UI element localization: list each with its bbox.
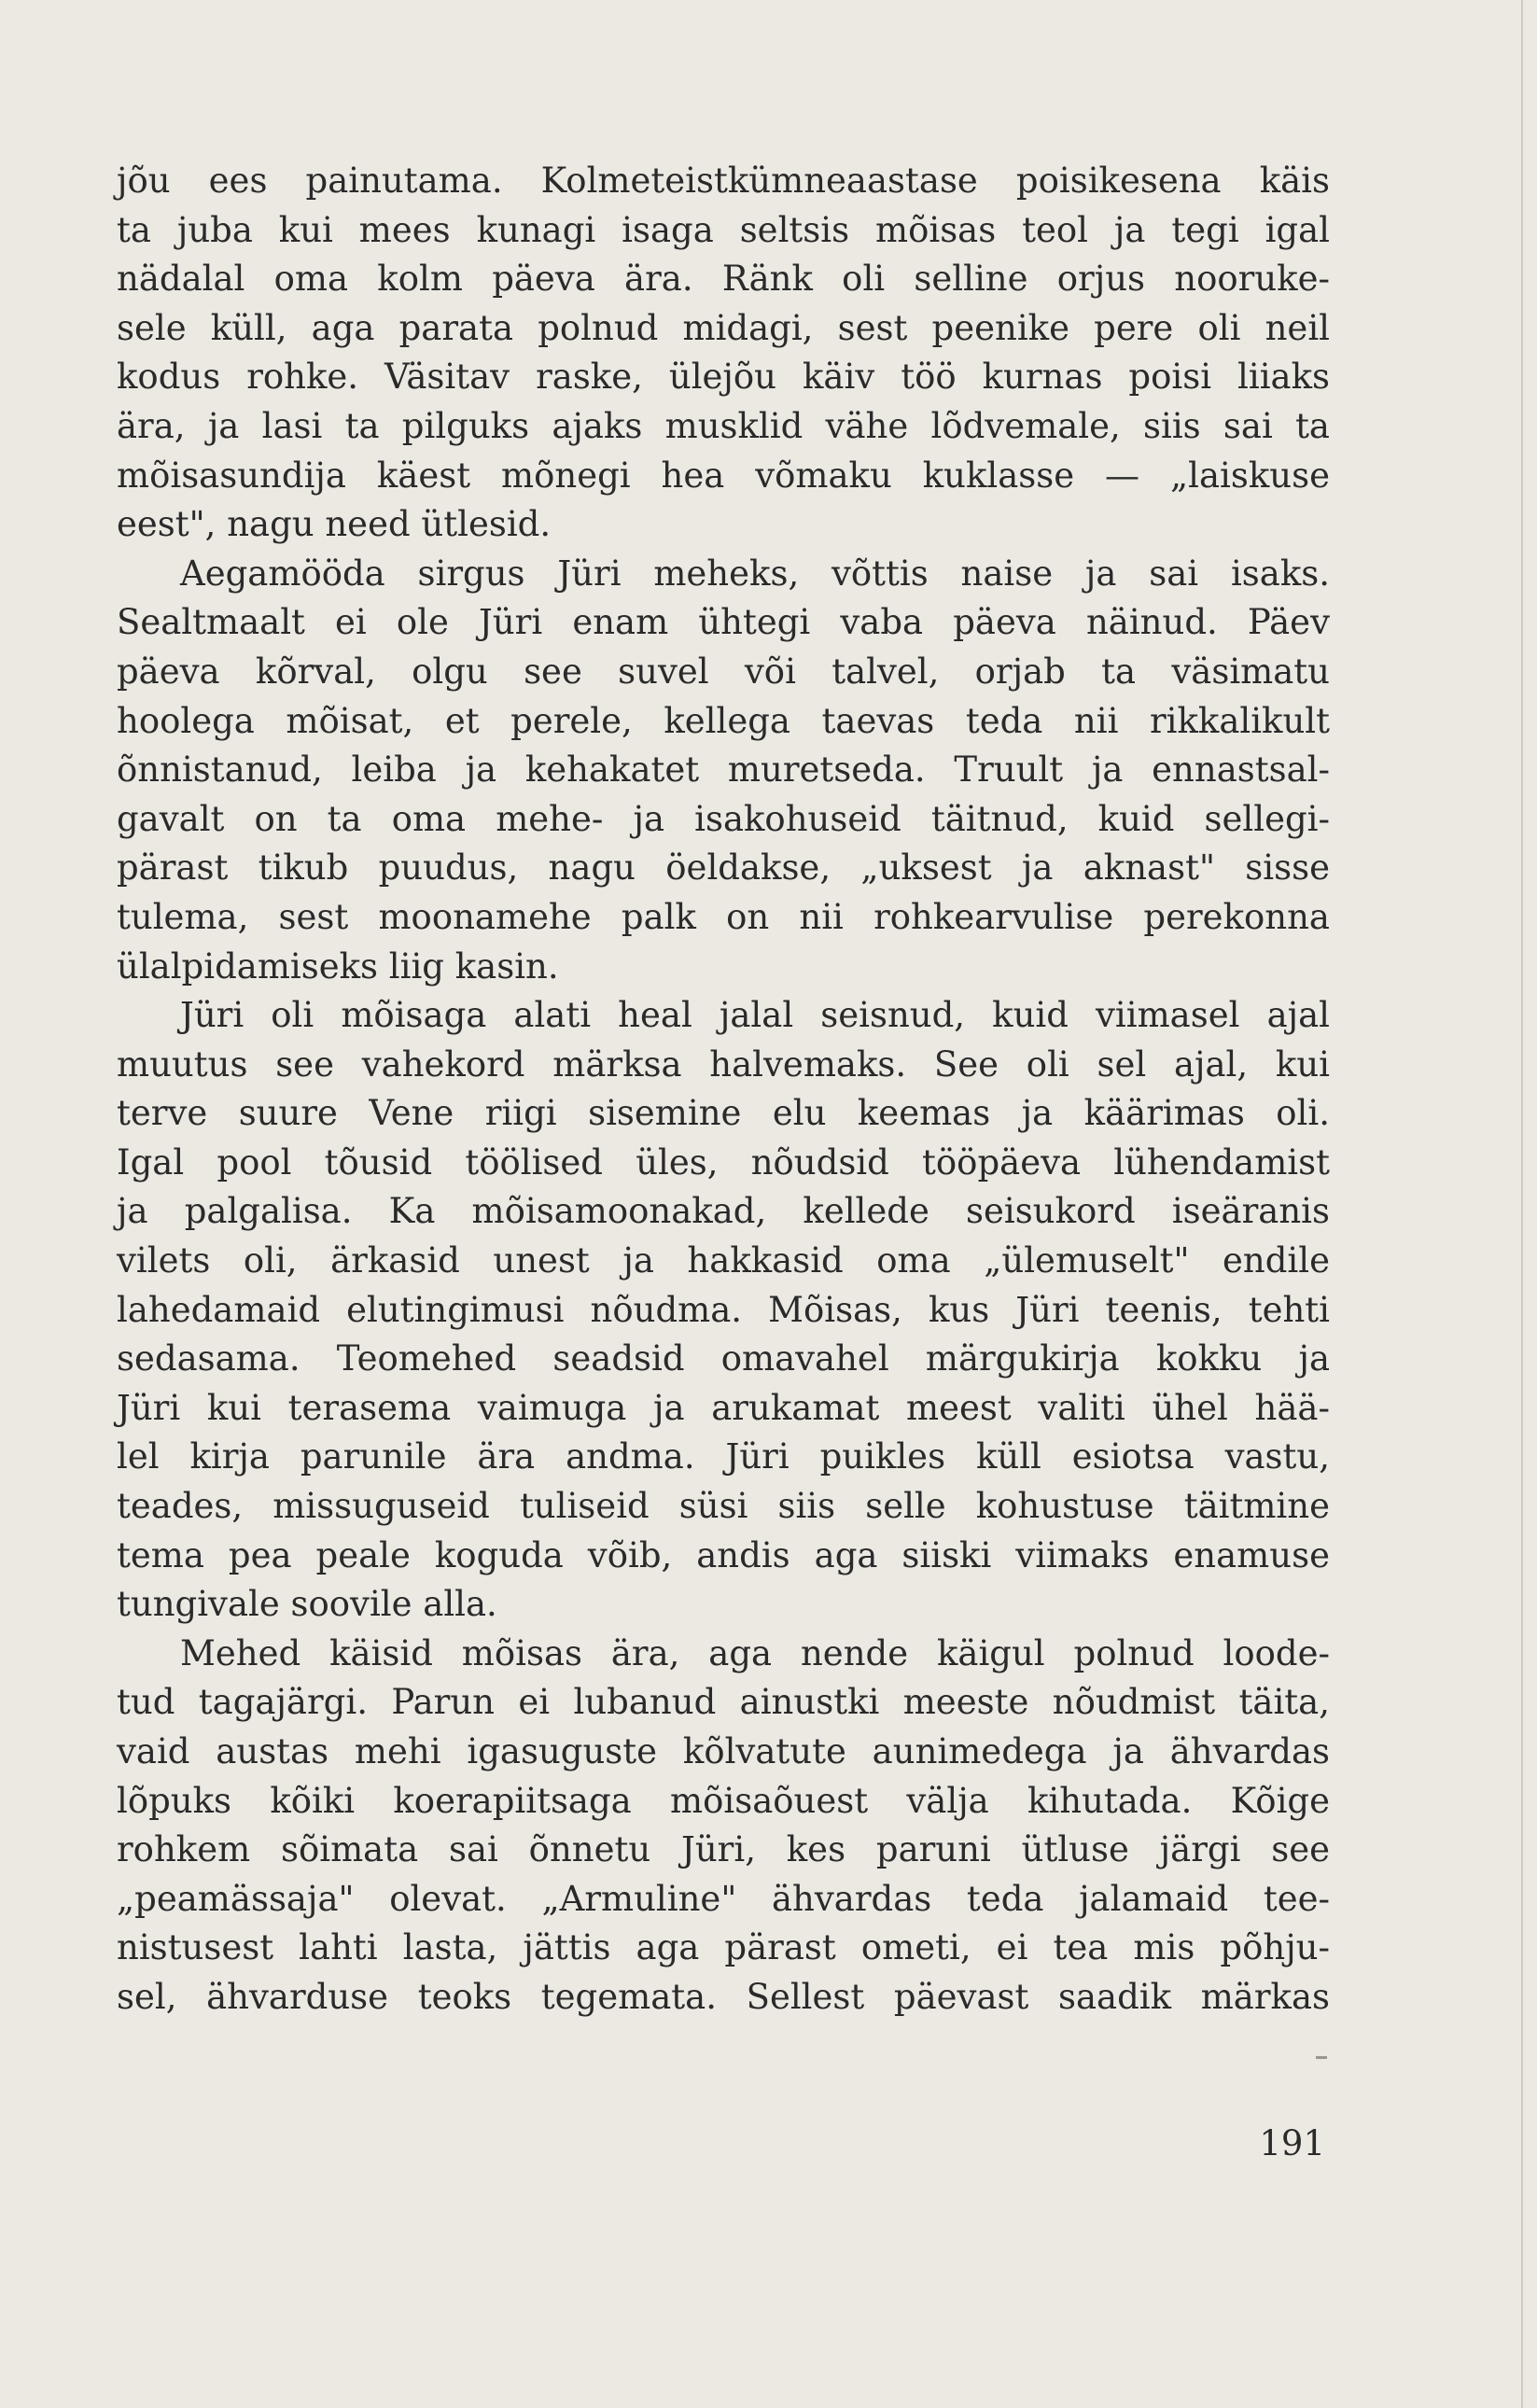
text-line: lel kirja parunile ära andma. Jüri puikles küll esiotsa vastu, bbox=[117, 1436, 1330, 1477]
body-text bbox=[117, 157, 1330, 2023]
text-line: gavalt on ta oma mehe- ja isakohuseid täitnud, kuid sellegi- bbox=[117, 798, 1330, 839]
text-line: Jüri kui terasema vaimuga ja arukamat meest valiti ühel hää- bbox=[117, 1387, 1330, 1428]
text-line: Sealtmaalt ei ole Jüri enam ühtegi vaba päeva näinud. Päev bbox=[117, 602, 1330, 643]
text-line: eest", nagu need ütlesid. bbox=[117, 504, 552, 545]
text-line: õnnistanud, leiba ja kehakatet muretseda. Truult ja ennastsal- bbox=[117, 749, 1330, 791]
text-line: ja palgalisa. Ka mõisamoonakad, kellede seisukord iseäranis bbox=[117, 1191, 1330, 1232]
text-line: sel, ähvarduse teoks tegemata. Sellest päevast saadik märkas bbox=[117, 1976, 1330, 2017]
text-line: ta juba kui mees kunagi isaga seltsis mõisas teol ja tegi igal bbox=[117, 209, 1330, 250]
text-line: rohkem sõimata sai õnnetu Jüri, kes paruni ütluse järgi see bbox=[117, 1829, 1330, 1870]
text-line: tema pea peale koguda võib, andis aga siiski viimaks enamuse bbox=[117, 1534, 1330, 1575]
text-line: terve suure Vene riigi sisemine elu keemas ja käärimas oli. bbox=[117, 1093, 1330, 1134]
text-line: nistusest lahti lasta, jättis aga pärast ometi, ei tea mis põhju- bbox=[117, 1927, 1330, 1968]
text-line: „peamässaja" olevat. „Armuline" ähvardas teda jalamaid tee- bbox=[117, 1878, 1330, 1919]
text-line: muutus see vahekord märksa halvemaks. See oli sel ajal, kui bbox=[117, 1043, 1330, 1085]
margin-mark bbox=[1316, 2056, 1327, 2059]
text-line: lõpuks kõiki koerapiitsaga mõisaõuest välja kihutada. Kõige bbox=[117, 1780, 1330, 1821]
text-line: lahedamaid elutingimusi nõudma. Mõisas, kus Jüri teenis, tehti bbox=[117, 1289, 1330, 1330]
text-line: jõu ees painutama. Kolmeteistkümneaastase poisikesena käis bbox=[117, 161, 1330, 201]
text-line: sedasama. Teomehed seadsid omavahel märgukirja kokku ja bbox=[117, 1338, 1330, 1379]
text-line: vilets oli, ärkasid unest ja hakkasid oma „ülemuselt" endile bbox=[117, 1240, 1330, 1281]
text-line: Aegamööda sirgus Jüri meheks, võttis naise ja sai isaks. bbox=[180, 553, 1330, 594]
text-line: Igal pool tõusid töölised üles, nõudsid tööpäeva lühendamist bbox=[117, 1141, 1330, 1183]
page-number: 191 bbox=[1259, 2123, 1325, 2163]
text-line: tungivale soovile alla. bbox=[117, 1584, 497, 1625]
text-line: Jüri oli mõisaga alati heal jalal seisnud, kuid viimasel ajal bbox=[180, 995, 1330, 1036]
text-line: ära, ja lasi ta pilguks ajaks musklid vähe lõdvemale, siis sai ta bbox=[117, 405, 1330, 446]
text-line: ülalpidamiseks liig kasin. bbox=[117, 945, 559, 987]
text-line: hoolega mõisat, et perele, kellega taevas teda nii rikkalikult bbox=[117, 700, 1330, 741]
text-line: vaid austas mehi igasuguste kõlvatute aunimedega ja ähvardas bbox=[117, 1731, 1330, 1771]
text-line: nädalal oma kolm päeva ära. Ränk oli selline orjus nooruke- bbox=[117, 259, 1330, 300]
text-line: tud tagajärgi. Parun ei lubanud ainustki meeste nõudmist täita, bbox=[117, 1682, 1330, 1723]
text-line: pärast tikub puudus, nagu öeldakse, „uksest ja aknast" sisse bbox=[117, 847, 1330, 889]
text-line: sele küll, aga parata polnud midagi, sest peenike pere oli neil bbox=[117, 307, 1330, 348]
text-line: tulema, sest moonamehe palk on nii rohkearvulise perekonna bbox=[117, 896, 1330, 937]
text-line: Mehed käisid mõisas ära, aga nende käigul polnud loode- bbox=[180, 1632, 1330, 1673]
text-line: mõisasundija käest mõnegi hea võmaku kuklasse — „laiskuse bbox=[117, 455, 1330, 496]
text-line: päeva kõrval, olgu see suvel või talvel, orjab ta väsimatu bbox=[117, 651, 1330, 692]
text-line: kodus rohke. Väsitav raske, ülejõu käiv töö kurnas poisi liiaks bbox=[117, 357, 1330, 398]
page-edge bbox=[1521, 0, 1523, 2408]
text-line: teades, missuguseid tuliseid süsi siis selle kohustuse täitmine bbox=[117, 1486, 1330, 1527]
